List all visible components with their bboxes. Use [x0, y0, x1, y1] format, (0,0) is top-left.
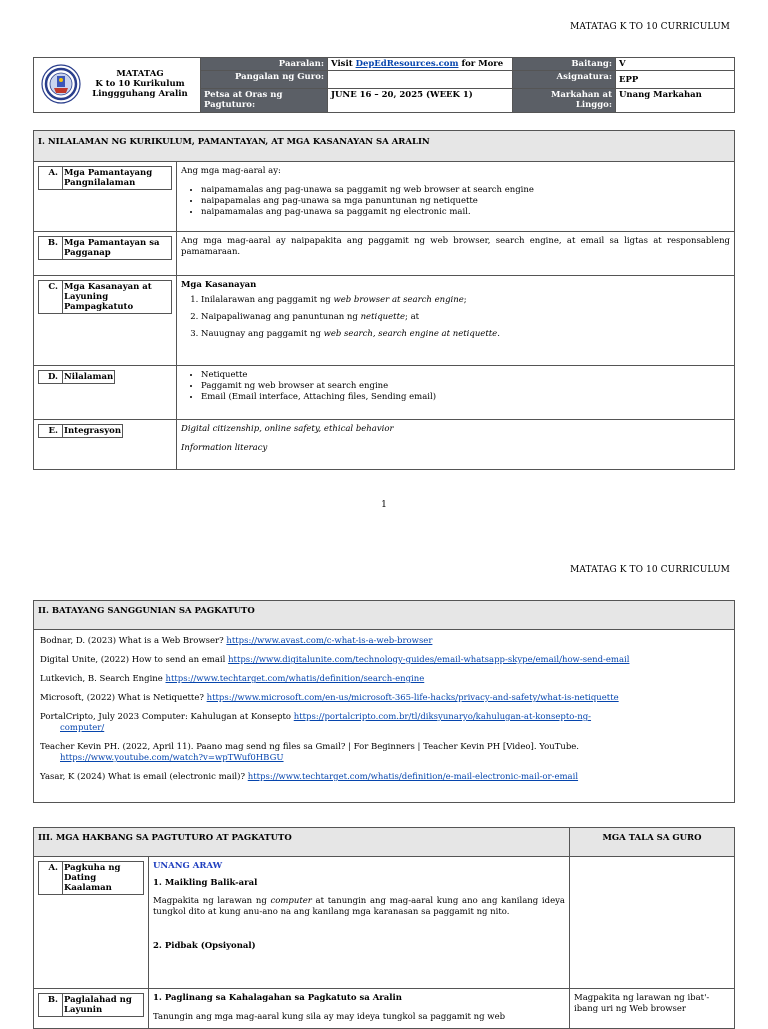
row-3b-notes: Magpakita ng larawan ng ibat'-ibang uri ng Web browser — [570, 989, 735, 1029]
guro-value — [328, 71, 513, 89]
notes-heading: MGA TALA SA GURO — [570, 828, 735, 857]
title-cell — [34, 58, 201, 113]
paaralan-label: Paaralan: — [201, 58, 328, 71]
title-aralin: Linggguhang Aralin — [92, 89, 188, 99]
page-header-2: MATATAG K TO 10 CURRICULUM — [570, 565, 730, 575]
section3-table — [33, 827, 735, 1029]
reference-link[interactable]: https://www.microsoft.com/en-us/microsoft-365-life-hacks/privacy-and-safety/what-is-netiquette — [206, 693, 619, 703]
row-a-content: Ang mga mag-aaral ay: • naipamamalas ang pag-unawa sa paggamit ng web browser at search engine • naipapamalas ang pag-unawa sa mga panuntunan ng netiquette • naipamamalas ang pag-unawa sa paggamit ng electronic mail. — [177, 162, 735, 232]
reference-item: Microsoft, (2022) What is Netiquette? https://www.microsoft.com/en-us/microsoft-365-life-hacks/privacy-and-safety/what-is-netiquette — [40, 693, 619, 703]
asignatura-value: EPP — [616, 71, 735, 89]
section2-heading: II. BATAYANG SANGGUNIAN SA PAGKATUTO — [34, 601, 735, 630]
section1-heading: I. NILALAMAN NG KURIKULUM, PAMANTAYAN, AT MGA KASANAYAN SA ARALIN — [34, 131, 735, 162]
references-list — [34, 630, 735, 803]
markahan-value: Unang Markahan — [616, 89, 735, 113]
row-d-content: • Netiquette • Paggamit ng web browser at search engine • Email (Email interface, Attaching files, Sending email) — [177, 366, 735, 420]
row-3a-content: UNANG ARAW 1. Maikling Balik-aral Magpakita ng larawan ng computer at tanungin ang mag-aaral kung ano ang kanilang ideya tungkol dito at kung anu-ano na ang kanilang mga karanasan sa paggamit ng nito. 2. Pidbak (Opsiyonal) — [149, 857, 570, 989]
row-b-content: Ang mga mag-aaral ay naipapakita ang paggamit ng web browser, search engine, at email sa ligtas at responsableng pamamaraan. — [177, 232, 735, 276]
section3-heading: III. MGA HAKBANG SA PAGTUTURO AT PAGKATUTO — [34, 828, 570, 857]
paaralan-value: Visit DepEdResources.com for More — [328, 58, 513, 71]
baitang-label: Baitang: — [513, 58, 616, 71]
lesson-info-table — [33, 57, 735, 113]
reference-link[interactable]: https://www.techtarget.com/whatis/definition/e-mail-electronic-mail-or-email — [247, 772, 579, 782]
row-3a-label: A. Pagkuha ng Dating Kaalaman — [34, 857, 149, 989]
petsa-label: Petsa at Oras ng Pagtuturo: — [201, 89, 328, 113]
row-e-label: E. Integrasyon — [34, 420, 177, 470]
row-e-content: Digital citizenship, online safety, ethical behavior Information literacy — [177, 420, 735, 470]
baitang-value: V — [616, 58, 735, 71]
section1-table — [33, 130, 735, 470]
title-matatag: MATATAG — [116, 69, 164, 79]
deped-seal-icon — [41, 64, 81, 104]
reference-link[interactable]: https://portalcripto.com.br/tl/diksyunaryo/kahulugan-at-konsepto-ng- — [293, 712, 592, 722]
guro-label: Pangalan ng Guro: — [201, 71, 328, 89]
row-d-label: D. Nilalaman — [34, 366, 177, 420]
reference-link[interactable]: https://www.youtube.com/watch?v=wpTWuf0HBGU — [60, 753, 284, 763]
row-3b-content: 1. Paglinang sa Kahalagahan sa Pagkatuto sa Aralin Tanungin ang mga mag-aaral kung sila ay may ideya tungkol sa paggamit ng web — [149, 989, 570, 1029]
row-c-content: Mga Kasanayan 1. Inilalarawan ang paggamit ng web browser at search engine; 2. Naipapaliwanag ang panuntunan ng netiquette; at 3. Nauugnay ang paggamit ng web search, search engine at netiquette. — [177, 276, 735, 366]
reference-item: Teacher Kevin PH. (2022, April 11). Paano mag send ng files sa Gmail? | For Beginners | Teacher Kevin PH [Video]. YouTube. https://www.youtube.com/watch?v=wpTWuf0HBGU — [40, 742, 580, 763]
page-number: 1 — [381, 500, 387, 510]
asignatura-label: Asignatura: — [513, 71, 616, 89]
reference-link[interactable]: https://www.techtarget.com/whatis/definition/search-engine — [165, 674, 425, 684]
depedresources-link[interactable]: DepEdResources.com — [355, 59, 459, 69]
reference-item: Digital Unite, (2022) How to send an email https://www.digitalunite.com/technology-guides/email-whatsapp-skype/email/how-send-email — [40, 655, 630, 665]
reference-item: PortalCripto, July 2023 Computer: Kahulugan at Konsepto https://portalcripto.com.br/tl/diksyunaryo/kahulugan-at-konsepto-ng- computer/ — [40, 712, 592, 733]
row-b-label: B. Mga Pamantayan sa Pagganap — [34, 232, 177, 276]
title-kurikulum: K to 10 Kurikulum — [95, 79, 185, 89]
reference-item: Bodnar, D. (2023) What is a Web Browser? https://www.avast.com/c-what-is-a-web-browser — [40, 636, 433, 646]
page-header: MATATAG K TO 10 CURRICULUM — [570, 22, 730, 32]
markahan-label: Markahan at Linggo: — [513, 89, 616, 113]
reference-item: Lutkevich, B. Search Engine https://www.techtarget.com/whatis/definition/search-engine — [40, 674, 425, 684]
row-3a-notes — [570, 857, 735, 989]
row-3b-label: B. Paglalahad ng Layunin — [34, 989, 149, 1029]
reference-link[interactable]: https://www.avast.com/c-what-is-a-web-browser — [226, 636, 433, 646]
reference-item: Yasar, K (2024) What is email (electronic mail)? https://www.techtarget.com/whatis/definition/e-mail-electronic-mail-or-email — [40, 772, 579, 782]
section2-table — [33, 600, 735, 803]
row-a-label: A. Mga Pamantayang Pangnilalaman — [34, 162, 177, 232]
reference-link[interactable]: https://www.digitalunite.com/technology-guides/email-whatsapp-skype/email/how-send-email — [228, 655, 630, 665]
row-c-label: C. Mga Kasanayan at Layuning Pampagkatuto — [34, 276, 177, 366]
petsa-value: JUNE 16 – 20, 2025 (WEEK 1) — [328, 89, 513, 113]
reference-link[interactable]: computer/ — [60, 723, 105, 733]
